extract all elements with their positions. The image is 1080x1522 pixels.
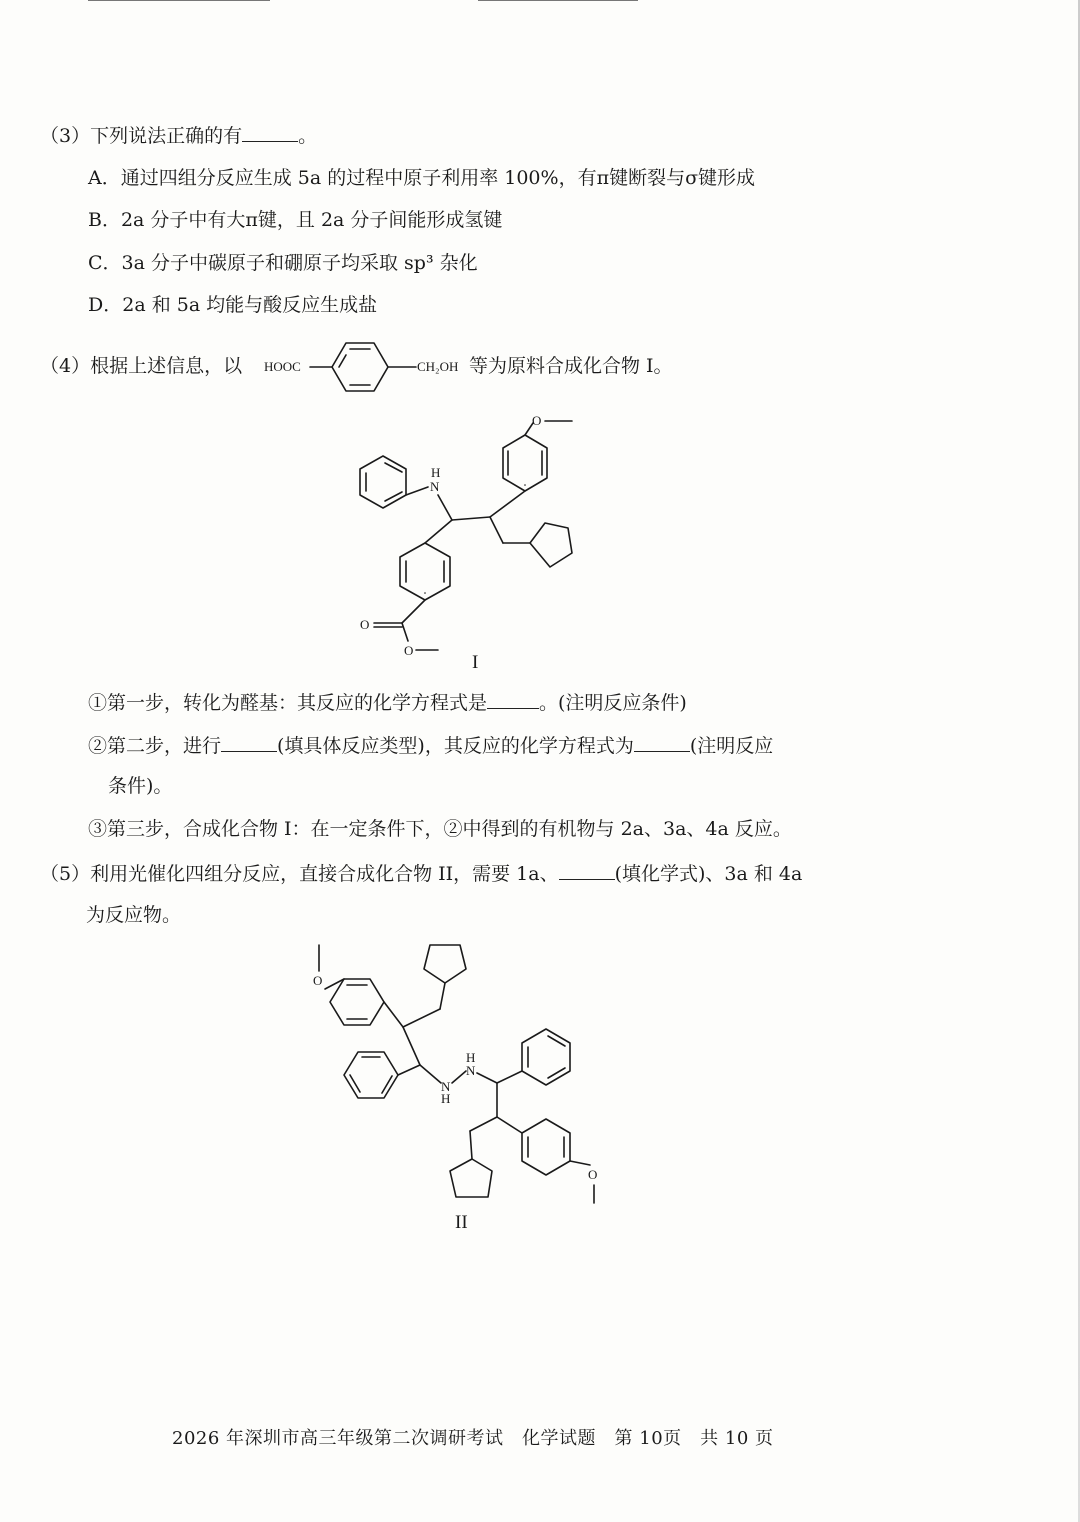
atom-o: O (532, 413, 542, 428)
answer-blank[interactable] (221, 731, 277, 752)
atom-h: H (441, 1091, 451, 1106)
answer-blank[interactable] (559, 859, 615, 880)
atom-h: H (466, 1050, 476, 1065)
q4-step1: ①第一步，转化为醛基：其反应的化学方程式是 。(注明反应条件) (88, 688, 687, 717)
atom-o: O (404, 643, 414, 658)
q5-line2: 为反应物。 (86, 904, 182, 926)
top-edge-mark (88, 0, 270, 1)
atom-h: H (431, 465, 441, 480)
q3-option-d: D．2a 和 5a 均能与酸反应生成盐 (88, 294, 378, 316)
q4-step2-cont: 条件)。 (108, 775, 173, 797)
q3-option-c: C．3a 分子中碳原子和硼原子均采取 sp³ 杂化 (88, 252, 478, 274)
q3-prompt: （3）下列说法正确的有 。 (40, 121, 317, 150)
atom-n: N (430, 479, 440, 494)
page-footer: 2026 年深圳市高三年级第二次调研考试 化学试题 第 10页 共 10 页 (172, 1428, 774, 1449)
compound-I-label: I (472, 652, 479, 673)
hooc-label: HOOC (264, 359, 301, 374)
q5-line1: （5）利用光催化四组分反应，直接合成化合物 II，需要 1a、 (填化学式)、3a 和 4a (40, 859, 802, 888)
q4-step3: ③第三步，合成化合物 I：在一定条件下，②中得到的有机物与 2a、3a、4a 反应。 (88, 818, 792, 840)
q4-prompt-before: （4）根据上述信息，以 (40, 355, 243, 377)
q4-prompt-after: 等为原料合成化合物 I。 (469, 355, 673, 377)
atom-n: N (441, 1079, 451, 1094)
q4-step2: ②第二步，进行 (填具体反应类型)，其反应的化学方程式为 (注明反应 (88, 731, 773, 760)
hooc-benzene-ch2oh-structure (262, 334, 500, 398)
answer-blank[interactable] (487, 688, 539, 709)
ch2oh-label: CH₂OH (417, 359, 459, 374)
q3-option-b: B．2a 分子中有大π键，且 2a 分子间能形成氢键 (88, 209, 503, 231)
answer-blank[interactable] (242, 121, 298, 142)
compound-II-structure (300, 935, 620, 1215)
answer-blank[interactable] (634, 731, 690, 752)
atom-o: O (313, 973, 323, 988)
atom-o: O (588, 1167, 598, 1182)
atom-o: O (360, 617, 370, 632)
top-edge-mark (478, 0, 638, 1)
q3-option-a: A．通过四组分反应生成 5a 的过程中原子利用率 100%，有π键断裂与σ键形成 (88, 167, 756, 189)
atom-n: N (466, 1063, 476, 1078)
compound-II-label: II (455, 1212, 468, 1233)
compound-I-structure (340, 405, 590, 670)
